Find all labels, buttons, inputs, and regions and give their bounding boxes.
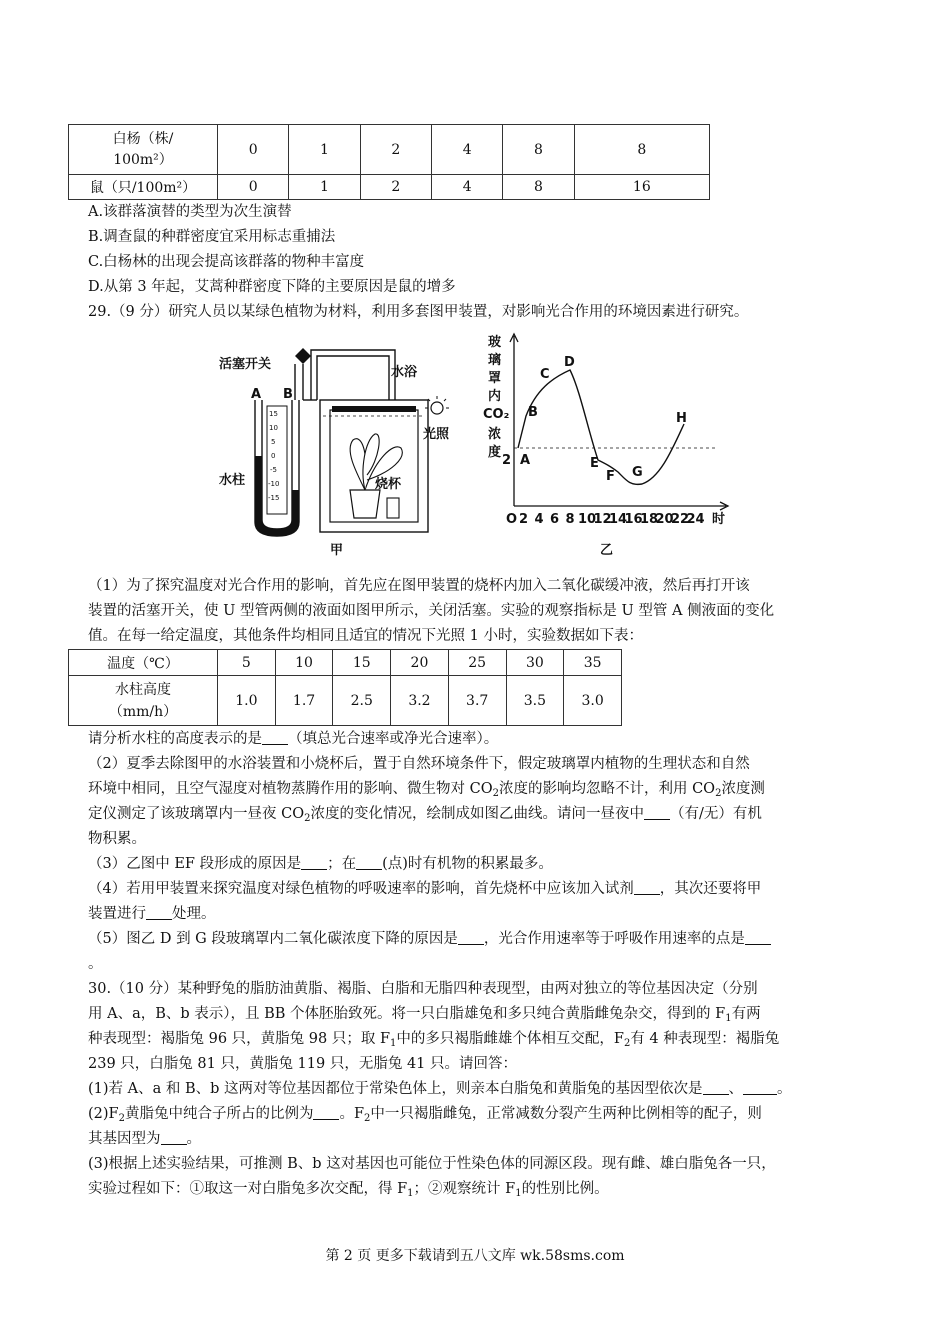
answer-blank[interactable] — [313, 1105, 339, 1120]
arm-a-label: A — [251, 387, 262, 402]
table-cell: 3.0 — [564, 676, 622, 726]
x-tick-label: 2 — [519, 512, 529, 527]
arm-b-label: B — [283, 387, 293, 402]
answer-blank[interactable] — [634, 880, 660, 895]
x-tick-label: 20 — [655, 512, 674, 527]
point-label: H — [676, 411, 687, 426]
q29-p1-line3: 值。在每一给定温度，其他条件均相同且适宜的情况下光照 1 小时，实验数据如下表： — [88, 628, 643, 644]
valve-label: 活塞开关 — [219, 357, 272, 372]
answer-blank[interactable] — [161, 1130, 187, 1145]
q30-q3-line2: 实验过程如下：①取这一对白脂兔多次交配，得 $F_1$；②观察统计 $F_1$的性别比例。 — [88, 1181, 609, 1199]
row-header-temperature: 温度（℃） — [69, 650, 218, 676]
answer-blank[interactable] — [745, 930, 771, 945]
point-label: E — [590, 456, 599, 471]
q30-q3-line1: (3)根据上述实验结果，可推测 B、b 这对基因也可能位于性染色体的同源区段。现有雌、雄白脂兔各一只， — [88, 1156, 776, 1172]
q29-p4-line1: （4）若用甲装置来探究温度对绿色植物的呼吸速率的影响，首先烧杯中应该加入试剂 ，其次还要将甲 — [88, 881, 762, 897]
table-cell: 1.7 — [275, 676, 333, 726]
option-b: B.调查鼠的种群密度宜采用标志重捕法 — [88, 229, 336, 245]
table-cell: 20 — [391, 650, 449, 676]
x-tick-label: 24 — [686, 512, 705, 527]
answer-blank[interactable] — [703, 1080, 729, 1095]
point-label: D — [564, 355, 575, 370]
point-label: A — [520, 453, 531, 468]
q30-line4: 239 只，白脂兔 81 只，黄脂兔 119 只，无脂兔 41 只。请回答： — [88, 1056, 518, 1072]
light-label: 光照 — [423, 427, 450, 442]
q30-line1: 30.（10 分）某种野兔的脂肪油黄脂、褐脂、白脂和无脂四种表现型，由两对独立的等位基因决定（分别 — [88, 981, 758, 997]
q29-p2-line1: （2）夏季去除图甲的水浴装置和小烧杯后，置于自然环境条件下，假定玻璃罩内植物的生理状态和自然 — [88, 756, 750, 772]
x-unit-label: 时 — [712, 512, 726, 527]
ylabel-char: 浓 — [488, 427, 502, 442]
table-cell: 25 — [448, 650, 506, 676]
table-cell: 15 — [333, 650, 391, 676]
point-label: C — [540, 367, 550, 382]
q30-q1: (1)若 A、a 和 B、b 这两对等位基因都位于常染色体上，则亲本白脂兔和黄脂兔的基因型依次是 、 。 — [88, 1081, 792, 1097]
x-tick-label: 4 — [534, 512, 544, 527]
q29-p5-end: 。 — [88, 956, 103, 972]
scale-tick: -10 — [268, 480, 280, 488]
q29-p1-line2: 装置的活塞开关，使 U 型管两侧的液面如图甲所示，关闭活塞。实验的观察指标是 U 型管 A 侧液面的变化 — [88, 603, 775, 619]
beaker-label: 烧杯 — [375, 477, 402, 492]
table-cell: 8 — [574, 125, 709, 175]
scale-tick: 10 — [269, 424, 278, 432]
scale-tick: 5 — [271, 438, 276, 446]
option-c: C.白杨林的出现会提高该群落的物种丰富度 — [88, 254, 365, 270]
ylabel-char: 内 — [488, 389, 502, 404]
point-label: F — [606, 469, 615, 484]
table-cell: 3.7 — [448, 676, 506, 726]
scale-tick: -5 — [270, 466, 277, 474]
figure-caption-jia: 甲 — [330, 543, 344, 558]
q29-p2-line4: 物积累。 — [88, 831, 146, 847]
q29-stem: 29.（9 分）研究人员以某绿色植物为材料，利用多套图甲装置，对影响光合作用的环境因素进行研究。 — [88, 304, 749, 320]
temperature-table — [68, 649, 622, 726]
answer-blank[interactable] — [146, 905, 172, 920]
figure-caption-yi: 乙 — [600, 543, 614, 558]
answer-blank[interactable] — [458, 930, 484, 945]
scale-tick: -15 — [268, 494, 280, 502]
answer-blank[interactable] — [262, 730, 288, 745]
table-cell: 16 — [574, 175, 709, 200]
q29-p2-line3: 定仪测定了该玻璃罩内一昼夜 $CO_2$浓度的变化情况，绘制成如图乙曲线。请问一昼夜中 （有/无）有机 — [88, 806, 762, 824]
q29-p1-line1: （1）为了探究温度对光合作用的影响，首先应在图甲装置的烧杯内加入二氧化碳缓冲液，然后再打开该 — [88, 578, 750, 594]
answer-blank[interactable] — [356, 855, 382, 870]
row-header-mouse: 鼠（只/100m²） — [69, 175, 218, 200]
figure-co2-curve — [480, 330, 740, 562]
q29-p2-line2: 环境中相同，且空气湿度对植物蒸腾作用的影响、微生物对 $CO_2$浓度的影响均忽略不计，利用 $CO_2$浓度测 — [88, 781, 765, 799]
population-table — [68, 124, 710, 200]
water-column-label: 水柱 — [219, 473, 246, 488]
figure-apparatus — [215, 340, 455, 562]
x-tick-label: 6 — [550, 512, 560, 527]
ylabel-char: 罩 — [488, 371, 502, 386]
answer-blank[interactable] — [743, 1080, 777, 1095]
option-a: A.该群落演替的类型为次生演替 — [88, 204, 292, 220]
ylabel-char: CO₂ — [483, 407, 510, 422]
point-label: B — [528, 405, 538, 420]
option-d: D.从第 3 年起，艾蒿种群密度下降的主要原因是鼠的增多 — [88, 279, 456, 295]
table-cell: 4 — [431, 175, 502, 200]
table-cell: 10 — [275, 650, 333, 676]
table-cell: 35 — [564, 650, 622, 676]
q29-p4-line2: 装置进行 处理。 — [88, 906, 216, 922]
scale-tick: 15 — [269, 410, 278, 418]
table-cell: 2.5 — [333, 676, 391, 726]
table-cell: 4 — [431, 125, 502, 175]
table-cell: 1 — [289, 125, 360, 175]
y-tick-label: 2 — [502, 453, 512, 468]
table-cell: 3.2 — [391, 676, 449, 726]
answer-blank[interactable] — [301, 855, 327, 870]
scale-tick: 0 — [271, 452, 276, 460]
x-tick-label: 14 — [609, 512, 628, 527]
q29-p3: （3）乙图中 EF 段形成的原因是 ；在 (点)时有机物的积累最多。 — [88, 856, 553, 872]
table-cell: 8 — [503, 175, 574, 200]
answer-blank[interactable] — [644, 805, 670, 820]
q29-p5: （5）图乙 D 到 G 段玻璃罩内二氧化碳浓度下降的原因是 ，光合作用速率等于呼吸作用速率的点是 — [88, 927, 868, 952]
point-label: G — [632, 465, 643, 480]
table-cell: 30 — [506, 650, 564, 676]
table-cell: 0 — [218, 125, 289, 175]
row-header-water-height: 水柱高度 （mm/h） — [69, 676, 218, 726]
row-header-poplar: 白杨（株/ 100m²） — [69, 125, 218, 175]
ylabel-char: 度 — [488, 445, 502, 460]
table-cell: 1 — [289, 175, 360, 200]
ylabel-char: 玻 — [488, 335, 502, 350]
table-cell: 2 — [360, 125, 431, 175]
table-cell: 2 — [360, 175, 431, 200]
x-tick-label: 18 — [640, 512, 659, 527]
table-cell: 0 — [218, 175, 289, 200]
water-bath-label: 水浴 — [391, 365, 418, 380]
q30-line3: 种表现型：褐脂兔 96 只，黄脂兔 98 只；取 $F_1$中的多只褐脂雌雄个体相互交配，$F_2$有 4 种表现型：褐脂兔 — [88, 1031, 780, 1049]
ylabel-char: 璃 — [488, 353, 502, 368]
x-tick-label: 22 — [671, 512, 690, 527]
q30-q2-line2: 其基因型为 。 — [88, 1131, 201, 1147]
x-tick-label: 10 — [578, 512, 597, 527]
table-cell: 5 — [218, 650, 276, 676]
x-tick-label: 12 — [593, 512, 612, 527]
q29-p1-question: 请分析水柱的高度表示的是 （填总光合速率或净光合速率）。 — [88, 731, 499, 747]
origin-label: O — [506, 512, 518, 527]
q30-q2-line1: $(2)F_2$黄脂兔中纯合子所占的比例为 。$F_2$中一只褐脂雌兔，正常减数分裂产生两种比例相等的配子，则 — [88, 1106, 762, 1124]
table-cell: 1.0 — [218, 676, 276, 726]
x-tick-label: 16 — [624, 512, 643, 527]
page-footer: 第 2 页 更多下载请到五八文库 wk.58sms.com — [325, 1248, 625, 1264]
x-tick-label: 8 — [565, 512, 575, 527]
x-axis-ticks — [519, 512, 705, 527]
table-cell: 3.5 — [506, 676, 564, 726]
q30-line2: 用 A、a，B、b 表示），且 BB 个体胚胎致死。将一只白脂雄兔和多只纯合黄脂雌兔杂交，得到的 $F_1$有两 — [88, 1006, 761, 1024]
table-cell: 8 — [503, 125, 574, 175]
